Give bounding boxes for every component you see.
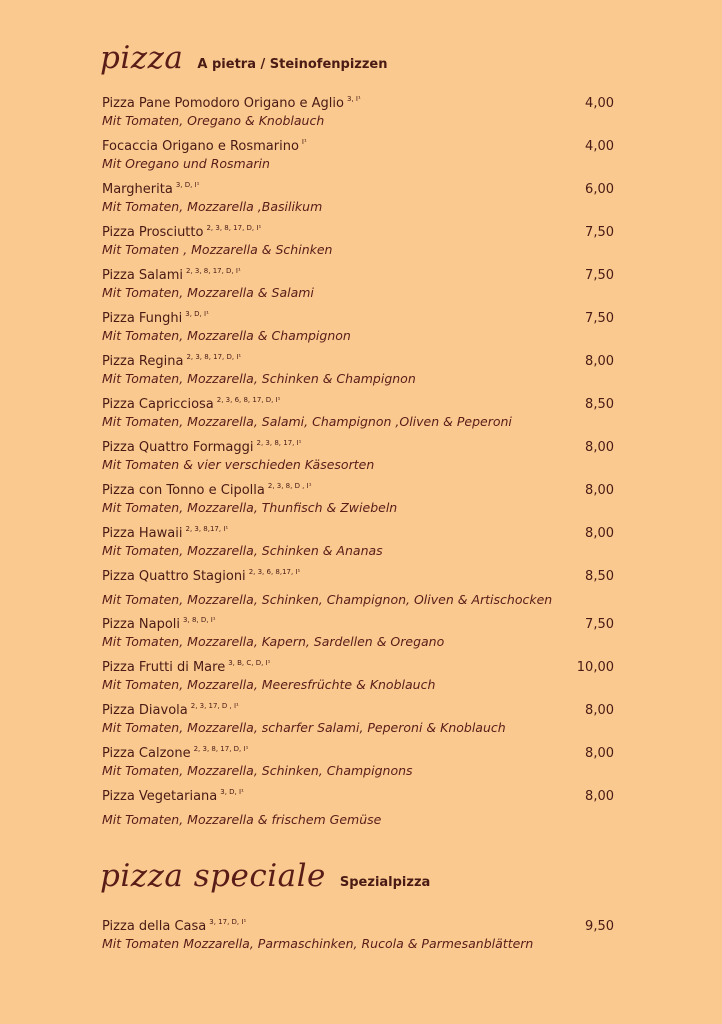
menu-item	[102, 264, 614, 300]
item-price: 8,00	[585, 789, 614, 804]
item-name: Focaccia Origano e Rosmarino	[102, 139, 299, 154]
allergen-codes: 2, 3, 8, 17, D, I¹	[193, 744, 249, 753]
item-price: 6,00	[585, 182, 614, 197]
menu-item	[102, 307, 614, 343]
item-name: Pizza Frutti di Mare	[102, 660, 226, 675]
item-price: 7,50	[585, 268, 614, 283]
item-price: 8,00	[585, 354, 614, 369]
item-price: 4,00	[585, 96, 614, 111]
item-description: Mit Tomaten, Mozzarella, Kapern, Sardellen & Oregano	[102, 634, 445, 649]
section-title: pizza speciale	[100, 858, 326, 894]
allergen-codes: 3, D, I¹	[185, 309, 209, 318]
allergen-codes: 2, 3, 8, 17, D, I¹	[185, 266, 241, 275]
item-description: Mit Tomaten, Mozzarella ,Basilikum	[102, 199, 323, 214]
item-name: Margherita	[102, 182, 173, 197]
menu-item	[102, 699, 614, 735]
item-name: Pizza Napoli	[102, 617, 181, 632]
item-name: Pizza Vegetariana	[102, 789, 218, 804]
item-price: 8,00	[585, 483, 614, 498]
allergen-codes: 2, 3, 17, D , I¹	[190, 701, 239, 710]
section-title: pizza	[100, 40, 184, 76]
allergen-codes: 2, 3, 6, 8,17, I¹	[248, 567, 301, 576]
item-name: Pizza Pane Pomodoro Origano e Aglio	[102, 96, 344, 111]
item-description: Mit Tomaten, Mozzarella, Schinken & Ananas	[102, 543, 383, 558]
item-description: Mit Tomaten, Mozzarella, Schinken & Champignon	[102, 371, 416, 386]
item-description: Mit Tomaten, Oregano & Knoblauch	[102, 113, 325, 128]
item-name: Pizza Prosciutto	[102, 225, 204, 240]
menu-item	[102, 135, 614, 171]
item-name: Pizza Diavola	[102, 703, 188, 718]
item-description: Mit Tomaten, Mozzarella, Meeresfrüchte & Knoblauch	[102, 677, 436, 692]
section-header-pizza-speciale	[100, 858, 430, 894]
item-price: 10,00	[576, 660, 614, 675]
item-description: Mit Tomaten, Mozzarella, Thunfisch & Zwiebeln	[102, 500, 398, 515]
section-subtitle: Spezialpizza	[339, 875, 431, 890]
menu-item	[102, 522, 614, 558]
item-price: 8,00	[585, 526, 614, 541]
allergen-codes: 3, B, C, D, I¹	[228, 658, 271, 667]
menu-item	[102, 350, 614, 386]
item-price: 7,50	[585, 225, 614, 240]
allergen-codes: 2, 3, 8, 17, D, I¹	[206, 223, 262, 232]
section-header-pizza	[100, 40, 388, 76]
menu-item	[102, 436, 614, 472]
menu-item	[102, 565, 614, 607]
item-price: 8,50	[585, 569, 614, 584]
allergen-codes: 3, I¹	[347, 94, 361, 103]
item-description: Mit Tomaten, Mozzarella & frischem Gemüse	[102, 812, 382, 827]
allergen-codes: 3, 8, D, I¹	[183, 615, 216, 624]
item-name: Pizza Salami	[102, 268, 183, 283]
item-price: 8,00	[585, 440, 614, 455]
section-subtitle: A pietra / Steinofenpizzen	[197, 57, 388, 72]
allergen-codes: 2, 3, 8, D , I¹	[267, 481, 312, 490]
item-price: 8,00	[585, 703, 614, 718]
item-name: Pizza Quattro Stagioni	[102, 569, 246, 584]
allergen-codes: 2, 3, 8, 17, I¹	[256, 438, 302, 447]
item-description: Mit Tomaten, Mozzarella & Salami	[102, 285, 314, 300]
menu-item	[102, 785, 614, 827]
menu-item	[102, 613, 614, 649]
menu-item	[102, 479, 614, 515]
item-description: Mit Tomaten, Mozzarella, Salami, Champignon ,Oliven & Peperoni	[102, 414, 512, 429]
item-description: Mit Tomaten & vier verschieden Käsesorten	[102, 457, 375, 472]
item-description: Mit Tomaten, Mozzarella & Champignon	[102, 328, 351, 343]
item-price: 7,50	[585, 617, 614, 632]
item-description: Mit Tomaten, Mozzarella, scharfer Salami, Peperoni & Knoblauch	[102, 720, 506, 735]
allergen-codes: 2, 3, 6, 8, 17, D, I¹	[216, 395, 281, 404]
allergen-codes: 3, D, I¹	[175, 180, 200, 189]
item-name: Pizza Funghi	[102, 311, 183, 326]
allergen-codes: 2, 3, 8, 17, D, I¹	[186, 352, 242, 361]
item-description: Mit Tomaten, Mozzarella, Schinken, Champignon, Oliven & Artischocken	[102, 592, 553, 607]
item-price: 9,50	[585, 919, 614, 934]
menu-item	[102, 915, 614, 951]
item-price: 8,50	[585, 397, 614, 412]
menu-item	[102, 393, 614, 429]
item-name: Pizza Calzone	[102, 746, 191, 761]
menu-item	[102, 742, 614, 778]
menu-item	[102, 178, 614, 214]
menu-item	[102, 221, 614, 257]
item-name: Pizza Capricciosa	[102, 397, 214, 412]
item-name: Pizza Quattro Formaggi	[102, 440, 254, 455]
item-price: 4,00	[585, 139, 614, 154]
item-description: Mit Tomaten Mozzarella, Parmaschinken, Rucola & Parmesanblättern	[102, 936, 534, 951]
item-description: Mit Oregano und Rosmarin	[102, 156, 270, 171]
menu-item	[102, 92, 614, 128]
item-name: Pizza della Casa	[102, 919, 207, 934]
allergen-codes: 3, D, I¹	[220, 787, 244, 796]
allergen-codes: 2, 3, 8,17, I¹	[185, 524, 229, 533]
item-price: 8,00	[585, 746, 614, 761]
item-name: Pizza Hawaii	[102, 526, 183, 541]
allergen-codes: 3, 17, D, I¹	[209, 917, 247, 926]
item-name: Pizza Regina	[102, 354, 184, 369]
item-description: Mit Tomaten, Mozzarella, Schinken, Champignons	[102, 763, 413, 778]
menu-item	[102, 656, 614, 692]
item-name: Pizza con Tonno e Cipolla	[102, 483, 265, 498]
allergen-codes: I¹	[301, 137, 307, 146]
item-price: 7,50	[585, 311, 614, 326]
item-description: Mit Tomaten , Mozzarella & Schinken	[102, 242, 333, 257]
